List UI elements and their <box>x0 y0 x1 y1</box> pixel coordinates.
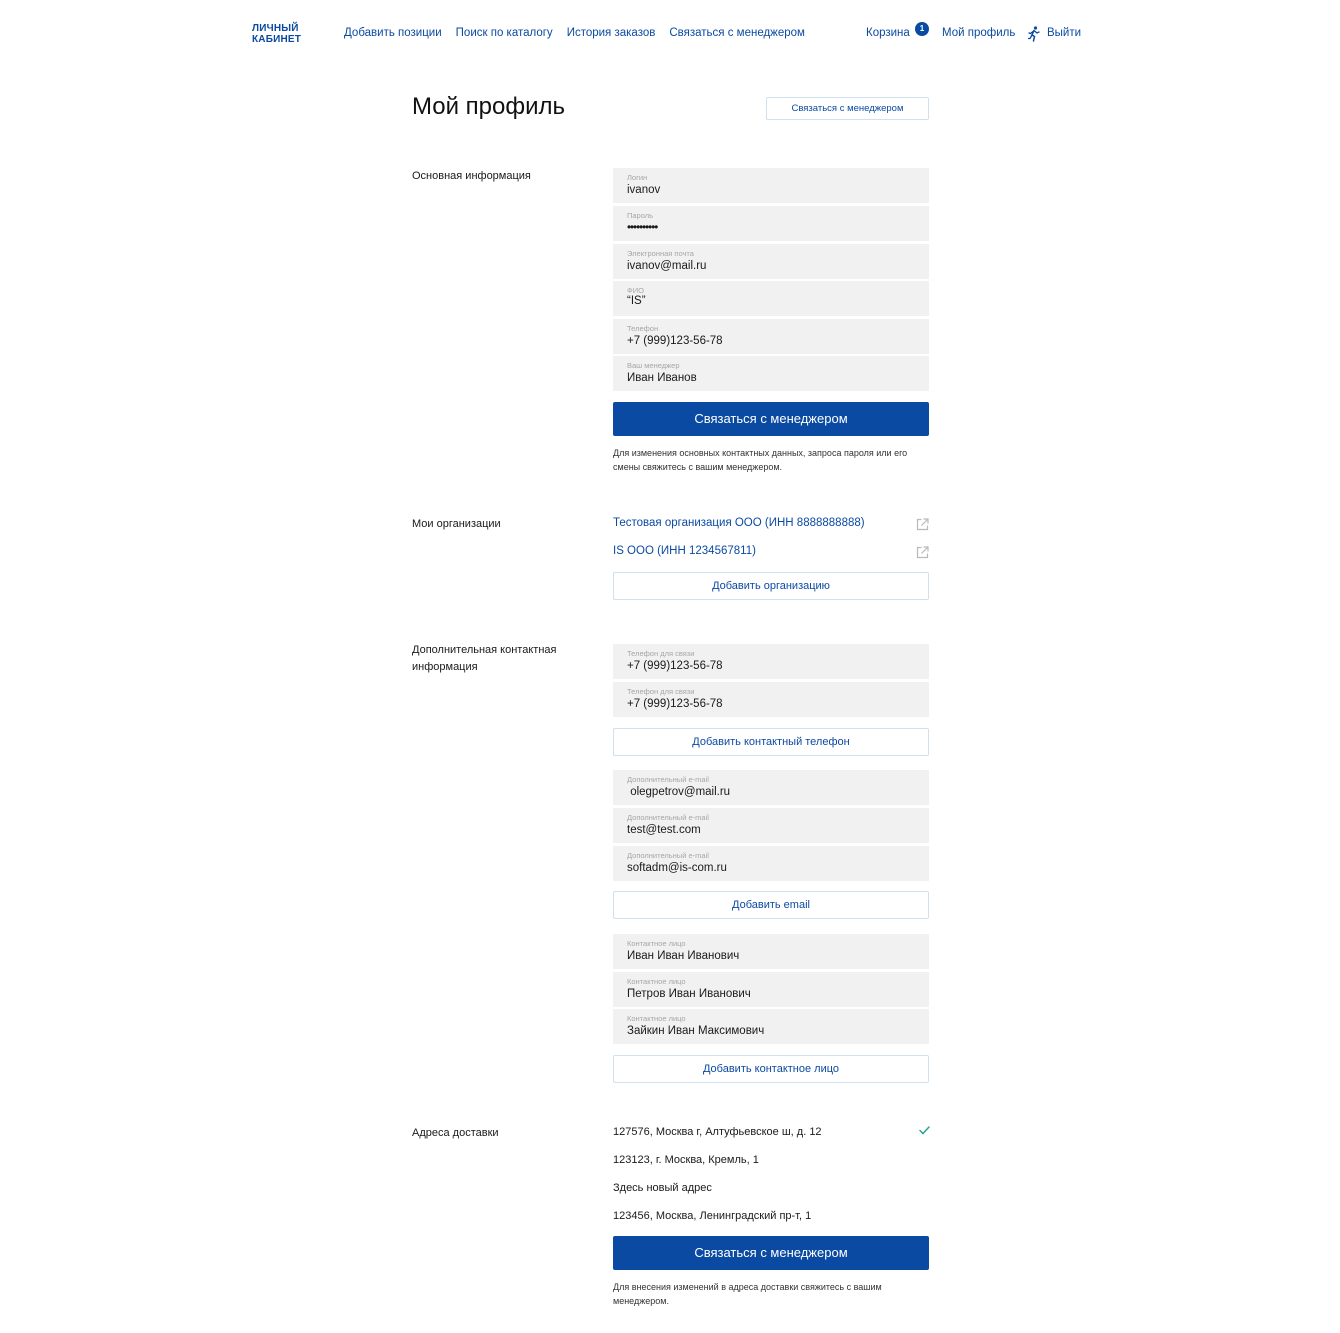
nav-logout[interactable]: Выйти <box>1047 27 1082 39</box>
nav-add-positions[interactable]: Добавить позиции <box>344 27 442 39</box>
nav-contact-manager[interactable]: Связаться с менеджером <box>669 27 805 39</box>
delivery-address-1[interactable]: 127576, Москва г, Алтуфьевское ш, д. 12 <box>613 1126 822 1138</box>
add-contact-phone-button[interactable]: Добавить контактный телефон <box>613 728 929 756</box>
field-label: Контактное лицо <box>627 939 686 948</box>
field-label: Контактное лицо <box>627 977 686 986</box>
field-label: Электронная почта <box>627 249 694 258</box>
add-organization-button[interactable]: Добавить организацию <box>613 572 929 600</box>
password-field[interactable] <box>613 206 929 241</box>
nav-my-profile[interactable]: Мой профиль <box>942 27 1016 39</box>
header-contact-manager-button[interactable]: Связаться с менеджером <box>766 97 929 120</box>
delivery-label: Адреса доставки <box>412 1127 499 1139</box>
field-label: Телефон <box>627 324 659 333</box>
nav-catalog-search[interactable]: Поиск по каталогу <box>455 27 553 39</box>
contact-phone-field[interactable] <box>613 682 929 717</box>
field-label: ФИО <box>627 286 644 295</box>
field-label: Дополнительный e-mail <box>627 775 709 784</box>
extra-email-field[interactable] <box>613 808 929 843</box>
extra-email-field[interactable] <box>613 846 929 881</box>
basic-contact-manager-button[interactable]: Связаться с менеджером <box>613 402 929 436</box>
field-label: Логин <box>627 173 648 182</box>
field-value: ivanov <box>627 184 661 196</box>
nav-links <box>344 27 805 39</box>
field-label: Пароль <box>627 211 654 220</box>
contact-person-field[interactable] <box>613 1009 929 1044</box>
cart-count-badge: 1 <box>915 22 929 36</box>
running-person-icon[interactable] <box>1028 26 1040 42</box>
check-icon <box>919 1126 930 1135</box>
delivery-hint: Для внесения изменений в адреса доставки свяжитесь с вашим менеджером. <box>613 1282 882 1306</box>
field-value: +7 (999)123-56-78 <box>627 698 723 710</box>
add-email-button[interactable]: Добавить email <box>613 891 929 919</box>
field-value: +7 (999)123-56-78 <box>627 335 723 347</box>
field-label: Дополнительный e-mail <box>627 851 709 860</box>
field-value: “IS” <box>627 295 646 307</box>
email-field[interactable] <box>613 244 929 279</box>
basic-info-hint: Для изменения основных контактных данных, запроса пароля или его смены свяжитесь с вашим менеджером. <box>613 448 908 472</box>
field-value: Иван Иванов <box>627 372 697 384</box>
field-label: Телефон для связи <box>627 687 695 696</box>
field-label: Контактное лицо <box>627 1014 686 1023</box>
field-value: •••••••••• <box>627 222 658 234</box>
delivery-address-3[interactable]: Здесь новый адрес <box>613 1182 712 1194</box>
contact-phone-field[interactable] <box>613 644 929 679</box>
top-navigation <box>0 0 1340 70</box>
organization-link-2[interactable]: IS ООО (ИНН 1234567811) <box>613 545 756 557</box>
full-name-field[interactable] <box>613 281 929 316</box>
delivery-address-4[interactable]: 123456, Москва, Ленинградский пр-т, 1 <box>613 1210 812 1222</box>
field-value: olegpetrov@mail.ru <box>627 786 731 798</box>
page-title: Мой профиль <box>412 93 566 120</box>
nav-cart[interactable]: Корзина <box>866 27 910 39</box>
logo-line-2: КАБИНЕТ <box>252 34 302 45</box>
field-label: Дополнительный e-mail <box>627 813 709 822</box>
field-label: Ваш менеджер <box>627 361 680 370</box>
logo[interactable] <box>252 23 301 45</box>
external-link-icon[interactable] <box>916 546 929 559</box>
field-value: +7 (999)123-56-78 <box>627 660 723 672</box>
phone-field[interactable] <box>613 319 929 354</box>
extra-email-field[interactable] <box>613 770 929 805</box>
field-label: Телефон для связи <box>627 649 695 658</box>
additional-info-label: Дополнительная контактная информация <box>412 644 557 673</box>
field-value: ivanov@mail.ru <box>627 260 707 272</box>
organization-link-1[interactable]: Тестовая организация ООО (ИНН 8888888888) <box>613 517 865 529</box>
nav-order-history[interactable]: История заказов <box>566 27 656 39</box>
field-value: Зайкин Иван Максимович <box>627 1025 765 1037</box>
field-value: softadm@is-com.ru <box>627 862 727 874</box>
login-field[interactable] <box>613 168 929 203</box>
field-value: Иван Иван Иванович <box>627 950 740 962</box>
field-value: Петров Иван Иванович <box>627 988 751 1000</box>
delivery-contact-manager-button[interactable]: Связаться с менеджером <box>613 1236 929 1270</box>
field-value: test@test.com <box>627 824 701 836</box>
delivery-address-2[interactable]: 123123, г. Москва, Кремль, 1 <box>613 1154 759 1166</box>
contact-person-field[interactable] <box>613 934 929 969</box>
external-link-icon[interactable] <box>916 518 929 531</box>
logo-line-1: ЛИЧНЫЙ <box>252 23 299 34</box>
add-contact-person-button[interactable]: Добавить контактное лицо <box>613 1055 929 1083</box>
organizations-label: Мои организации <box>412 518 501 530</box>
contact-person-field[interactable] <box>613 972 929 1007</box>
manager-field[interactable] <box>613 356 929 391</box>
basic-info-label: Основная информация <box>412 170 531 182</box>
